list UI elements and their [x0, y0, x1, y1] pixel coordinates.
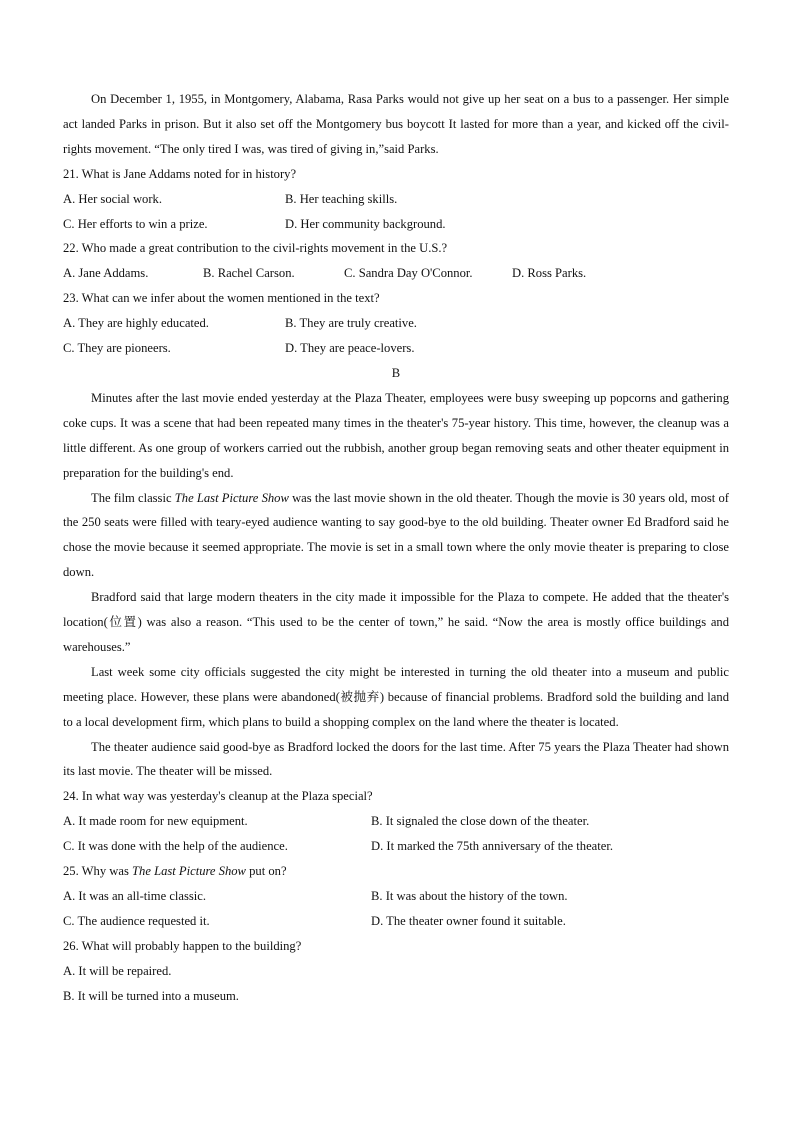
question-23-options-row-2	[63, 336, 729, 361]
option-23-c[interactable]: C. They are pioneers.	[63, 341, 171, 356]
question-23-options-row-1	[63, 311, 729, 336]
paragraph-plaza-cleanup: Minutes after the last movie ended yesterday at the Plaza Theater, employees were busy sweeping up popcorns and gathering coke cups. It was a scene that had been repeated many times in the theater's 75-year history. This time, however, the cleanup was a little different. As one group of workers carried out the rubbish, another group began removing seats and other theater equipment in preparation for the building's end.	[63, 390, 729, 480]
option-21-b[interactable]: B. Her teaching skills.	[285, 191, 398, 206]
option-26-b[interactable]: B. It will be turned into a museum.	[63, 988, 239, 1003]
question-21-options-row-2	[63, 212, 729, 237]
option-21-c[interactable]: C. Her efforts to win a prize.	[63, 216, 208, 231]
option-22-b[interactable]: B. Rachel Carson.	[203, 266, 295, 281]
option-25-b[interactable]: B. It was about the history of the town.	[371, 889, 568, 903]
q25-stem-before: 25. Why was	[63, 864, 133, 879]
question-25-stem	[63, 859, 729, 884]
question-24-options-row-1	[63, 809, 729, 834]
option-25-d[interactable]: D. The theater owner found it suitable.	[371, 913, 566, 928]
question-23-stem: 23. What can we infer about the women mentioned in the text?	[63, 291, 380, 306]
question-25-options-row-1	[63, 884, 729, 909]
question-22-options-row	[63, 261, 729, 286]
option-22-a[interactable]: A. Jane Addams.	[63, 266, 149, 281]
option-24-c[interactable]: C. It was done with the help of the audience.	[63, 839, 288, 854]
question-26-stem: 26. What will probably happen to the building?	[63, 938, 302, 953]
film-paragraph-after: was the last movie shown in the old theater. Though the movie is 30 years old, most of the 250 seats were filled with teary-eyed audience wanting to say good-bye to the old building. Theater owner Ed Bradford said he chose the movie because it seemed appropriate. The movie is set in a small town where the only movie theater is preparing to close down.	[63, 490, 729, 580]
option-21-a[interactable]: A. Her social work.	[63, 191, 162, 206]
q25-stem-after: put on?	[245, 864, 287, 879]
question-21-options-row-1	[63, 187, 729, 212]
question-24-stem: 24. In what way was yesterday's cleanup at the Plaza special?	[63, 789, 373, 804]
option-23-d[interactable]: D. They are peace-lovers.	[285, 341, 415, 356]
option-22-c[interactable]: C. Sandra Day O'Connor.	[344, 266, 473, 281]
paragraph-film-classic	[63, 486, 729, 586]
question-22-stem: 22. Who made a great contribution to the civil-rights movement in the U.S.?	[63, 241, 448, 256]
option-23-a[interactable]: A. They are highly educated.	[63, 316, 209, 331]
paragraph-bradford-compete: Bradford said that large modern theaters in the city made it impossible for the Plaza to compete. He added that the theater's location(位置) was also a reason. “This used to be the center of town,” he said. “Now the area is mostly office buildings and warehouses.”	[63, 590, 729, 654]
option-24-d[interactable]: D. It marked the 75th anniversary of the theater.	[371, 839, 613, 854]
exam-page	[63, 87, 729, 1009]
q25-film-title: The Last Picture Show	[132, 864, 246, 879]
option-22-d[interactable]: D. Ross Parks.	[512, 266, 587, 281]
section-b-heading: B	[391, 365, 401, 380]
paragraph-rosa-parks: On December 1, 1955, in Montgomery, Alabama, Rasa Parks would not give up her seat on a bus to a passenger. Her simple act landed Parks in prison. But it also set off the Montgomery bus boycott It lasted for more than a year, and kicked off the civil-rights movement. “The only tired I was, was tired of giving in,”said Parks.	[63, 92, 729, 156]
option-21-d[interactable]: D. Her community background.	[285, 216, 446, 231]
option-24-a[interactable]: A. It made room for new equipment.	[63, 814, 248, 829]
option-25-c[interactable]: C. The audience requested it.	[63, 913, 210, 928]
option-23-b[interactable]: B. They are truly creative.	[285, 316, 417, 331]
paragraph-goodbye: The theater audience said good-bye as Bradford locked the doors for the last time. After 75 years the Plaza Theater had shown its last movie. The theater will be missed.	[63, 739, 729, 779]
question-21-stem: 21. What is Jane Addams noted for in history?	[63, 166, 297, 181]
question-24-options-row-2	[63, 834, 729, 859]
option-24-b[interactable]: B. It signaled the close down of the theater.	[371, 814, 590, 829]
film-title: The Last Picture Show	[174, 490, 289, 505]
film-paragraph-before: The film classic	[91, 490, 175, 505]
option-26-a[interactable]: A. It will be repaired.	[63, 963, 172, 978]
option-25-a[interactable]: A. It was an all-time classic.	[63, 889, 207, 903]
paragraph-city-officials: Last week some city officials suggested the city might be interested in turning the old theater into a museum and public meeting place. However, these plans were abandoned(被抛弃) because of financial problems. Bradford sold the building and land to a local development firm, which plans to build a shopping complex on the land where the theater is located.	[63, 664, 729, 729]
question-25-options-row-2	[63, 909, 729, 934]
